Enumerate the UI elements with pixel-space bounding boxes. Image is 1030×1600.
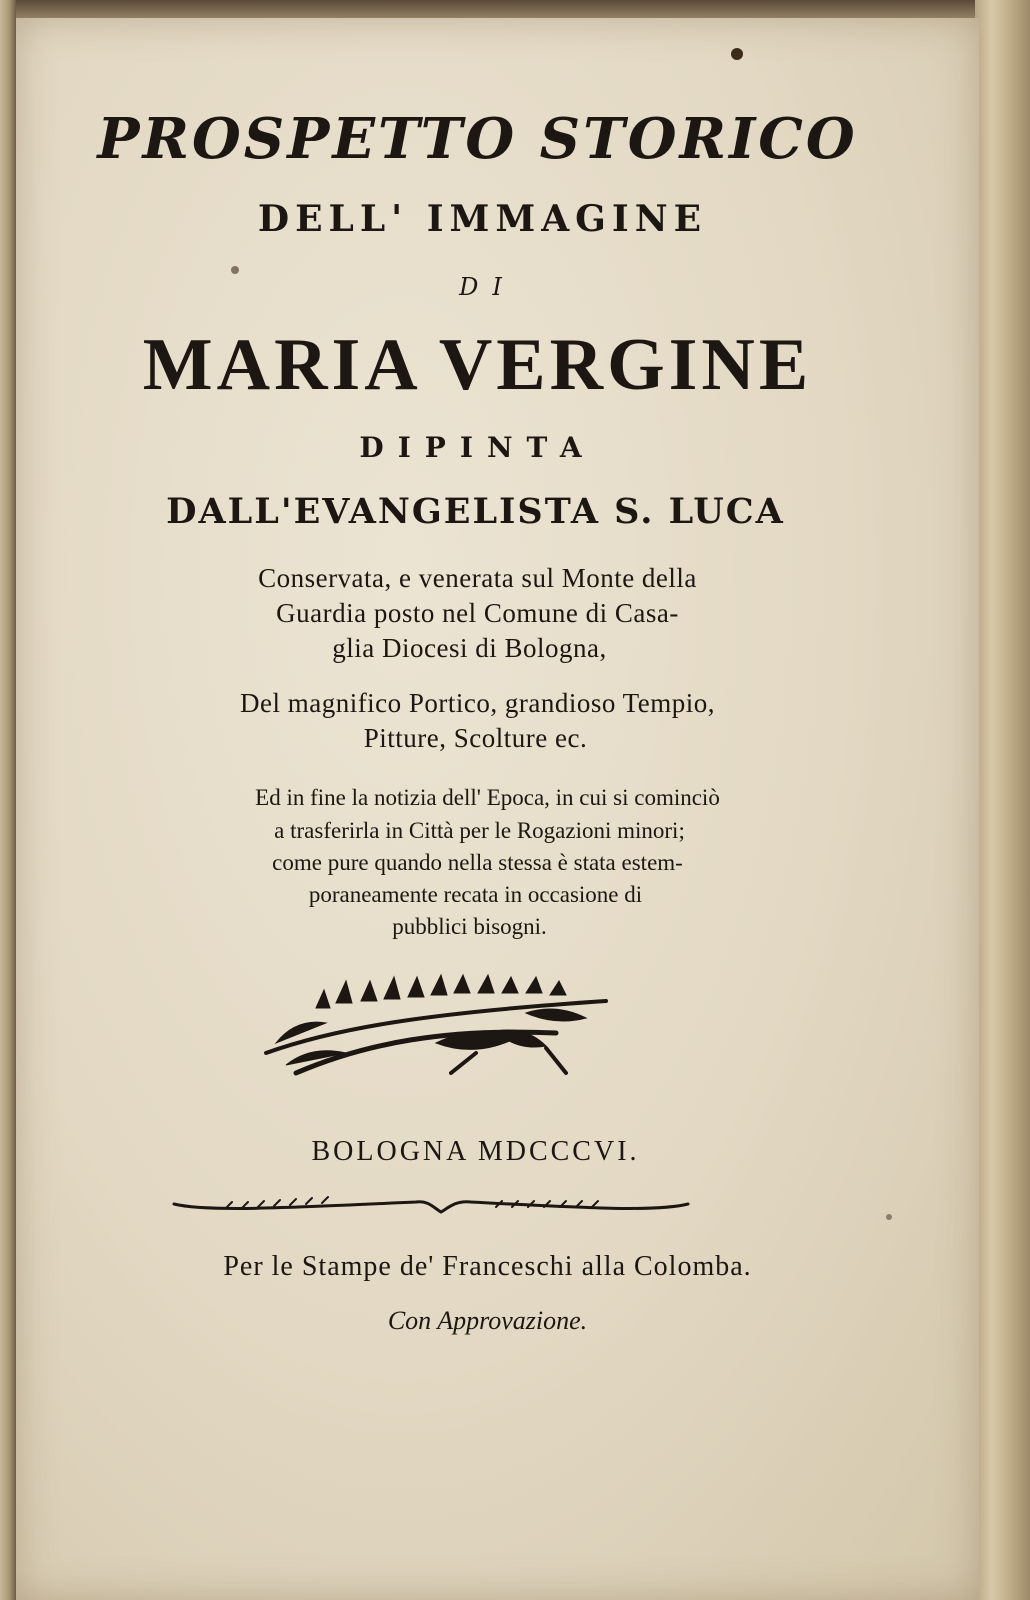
foxing-spot [731,48,743,60]
notice-line: a trasferirla in Città per le Rogazioni minori; [274,818,685,843]
branch-ornament [256,973,616,1083]
notice-line: come pure quando nella stessa è stata estem- [272,850,683,875]
main-title: MARIA VERGINE [142,324,813,406]
page-edges [975,0,1030,1600]
description-line: Pitture, Scolture ec. [363,723,588,753]
decorative-rule [166,1190,696,1226]
description-line: glia Diocesi di Bologna, [332,633,607,663]
approval-line: Con Approvazione. [387,1306,588,1335]
notice-line: Ed in fine la notizia dell' Epoca, in cui si cominciò [255,785,720,810]
title-page [16,18,979,1600]
description-line: Guardia posto nel Comune di Casa- [276,598,679,628]
foxing-spot [886,1214,892,1220]
description-line: Conservata, e venerata sul Monte della [258,563,697,593]
title-line-1: PROSPETTO STORICO [97,106,858,172]
printer-line: Per le Stampe de' Franceschi alla Colomba. [223,1251,752,1282]
title-line-6: DALL'EVANGELISTA S. LUCA [166,491,785,532]
title-line-2: DELL' IMMAGINE [257,198,708,240]
title-line-5: DIPINTA [359,431,596,464]
notice-line: poraneamente recata in occasione di [308,882,643,907]
description-line: Del magnifico Portico, grandioso Tempio, [239,688,716,718]
title-line-3: DI [459,273,516,301]
place-and-date: BOLOGNA MDCCCVI. [311,1136,640,1167]
notice-line: pubblici bisogni. [392,914,547,939]
